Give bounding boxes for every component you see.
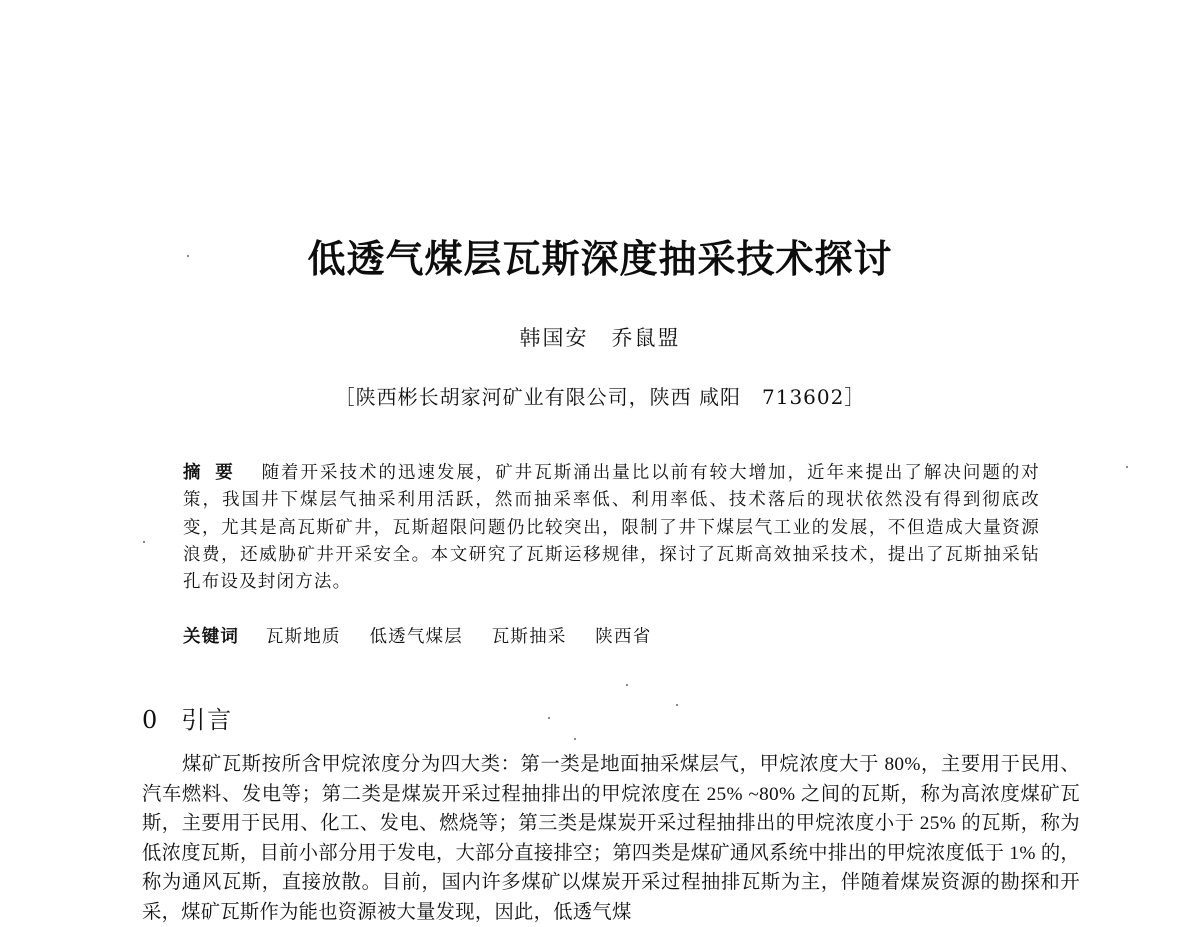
- paper-affiliation: ［陕西彬长胡家河矿业有限公司，陕西 咸阳 713602］: [334, 385, 866, 409]
- keywords: [183, 623, 673, 648]
- section-title: 引言: [181, 706, 234, 734]
- keyword-item: 瓦斯抽采: [491, 627, 567, 647]
- abstract-text: 随着开采技术的迅速发展，矿井瓦斯涌出量比以前有较大增加，近年来提出了解决问题的对策，我国井下煤层气抽采利用活跃，然而抽采率低、利用率低、技术落后的现状依然没有得到彻底改变，尤其是高瓦斯矿井，瓦斯超限问题仍比较突出，限制了井下煤层气工业的发展，不但造成大量资源浪费，还威胁矿井开采安全。本文研究了瓦斯运移规律，探讨了瓦斯高效抽采技术，提出了瓦斯抽采钻孔布设及封闭方法。: [183, 463, 1040, 593]
- paper-title: 低透气煤层瓦斯深度抽采技术探讨: [307, 237, 893, 281]
- body-paragraph: 煤矿瓦斯按所含甲烷浓度分为四大类：第一类是地面抽采煤层气，甲烷浓度大于 80%，主要用于民用、汽车燃料、发电等；第二类是煤炭开采过程抽排出的甲烷浓度在 25% ~80% 之间的瓦斯，称为高浓度煤矿瓦斯，主要用于民用、化工、发电、燃烧等；第三类是煤炭开采过程抽排出的甲烷浓度小于 25% 的瓦斯，称为低浓度瓦斯，目前小部分用于发电，大部分直接排空；第四类是煤矿通风系统中排出的甲烷浓度低于 1% 的，称为通风瓦斯，直接放散。目前，国内许多煤矿以煤炭开采过程抽排瓦斯为主，伴随着煤炭资源的勘探和开采，煤矿瓦斯作为能也资源被大量发现，因此，低透气煤: [142, 754, 1080, 923]
- paper-authors: 韩国安 乔鼠盟: [519, 326, 681, 350]
- scan-speck: [187, 255, 189, 257]
- scan-speck: [574, 738, 576, 740]
- scan-speck: [548, 717, 550, 719]
- keywords-label: 关键词: [183, 627, 240, 647]
- section-heading: [142, 700, 233, 735]
- keyword-item: 低透气煤层: [369, 627, 463, 647]
- scan-speck: [143, 541, 145, 543]
- scan-speck: [1126, 466, 1128, 468]
- keyword-item: 瓦斯地质: [265, 627, 341, 647]
- section-number: 0: [142, 706, 160, 734]
- scan-speck: [676, 704, 678, 706]
- abstract-label: 摘要: [183, 463, 248, 483]
- scan-speck: [626, 684, 628, 686]
- abstract: [183, 460, 1040, 596]
- keyword-item: 陕西省: [595, 627, 652, 647]
